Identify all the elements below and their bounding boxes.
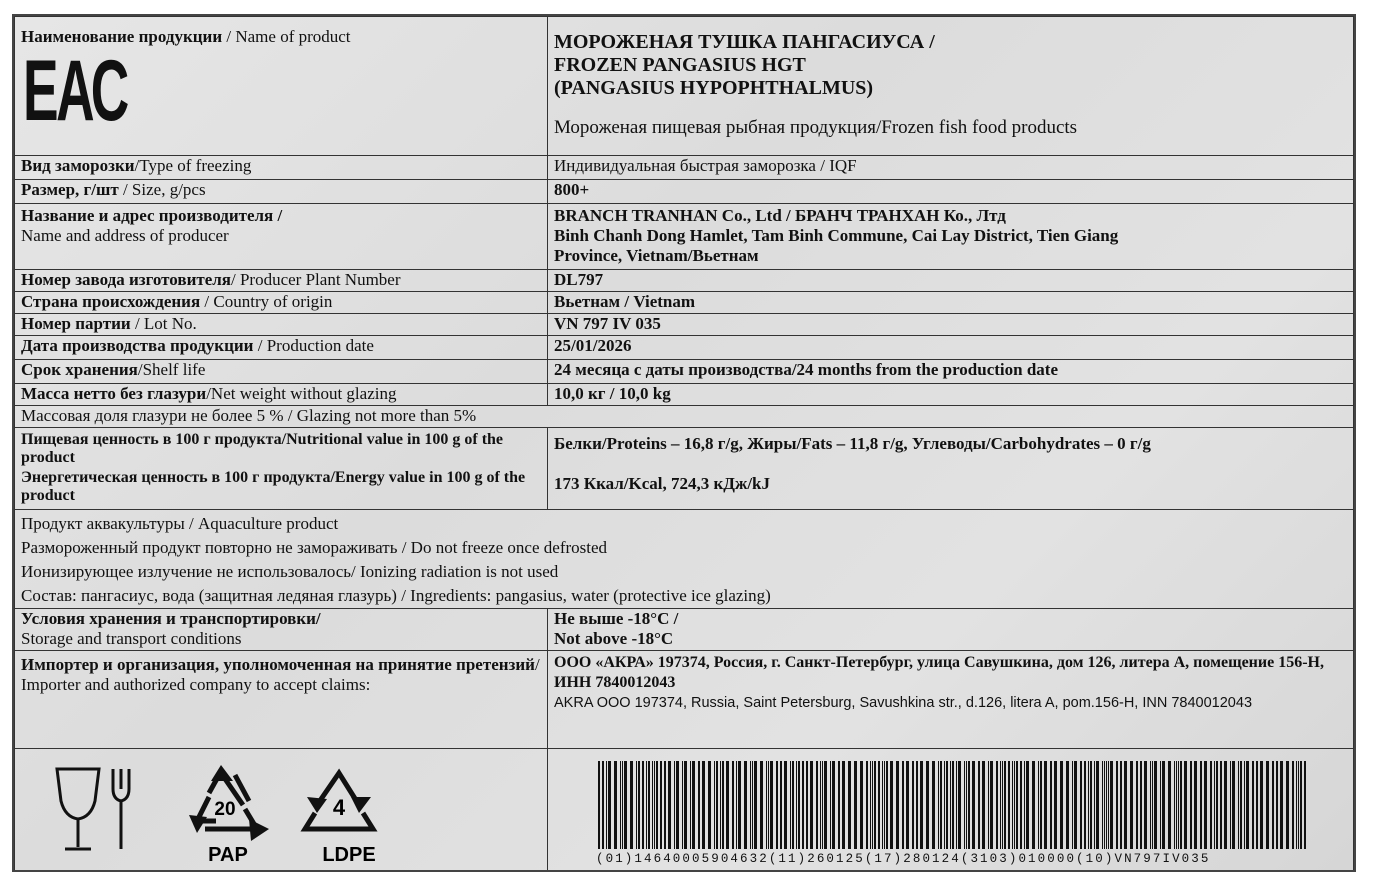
size-value: 800+ [548, 180, 1354, 204]
barcode-bar [912, 761, 914, 849]
barcode-bar [1090, 761, 1092, 849]
barcode-bar [1256, 761, 1258, 849]
barcode-bar [902, 761, 904, 849]
barcode-bar [1184, 761, 1187, 849]
packaging-symbols-cell [15, 749, 548, 873]
ingredients-note: Состав: пангасиус, вода (защитная ледяная глазурь) / Ingredients: pangasius, water (protective ice glazing) [21, 586, 771, 605]
barcode-bar [896, 761, 899, 849]
barcode-bar [1106, 761, 1107, 849]
barcode-bar [1096, 761, 1099, 849]
barcode-bar [920, 761, 923, 849]
barcode-text: (01)14640005904632(11)260125(17)280124(3103)010000(10)VN797IV035 [596, 852, 1211, 866]
storage-value: Не выше -18°С / Not above -18°C [548, 609, 1354, 651]
weight-label: Масса нетто без глазури/Net weight without glazing [15, 384, 548, 406]
energy-value: 173 Ккал/Kcal, 724,3 кДж/kJ [554, 474, 771, 493]
barcode-bar [878, 761, 880, 849]
barcode-bar [926, 761, 929, 849]
barcode-bar [1246, 761, 1249, 849]
barcode-bar [754, 761, 757, 849]
barcode-bar [636, 761, 637, 849]
barcode-bar [1144, 761, 1147, 849]
barcode-bar [692, 761, 695, 849]
barcode-bar [1140, 761, 1142, 849]
barcode-bar [1088, 761, 1089, 849]
barcode-bar [674, 761, 675, 849]
barcode-bar [978, 761, 980, 849]
barcode-bar [720, 761, 721, 849]
shelf-value: 24 месяца с даты производства/24 months from the production date [548, 360, 1354, 384]
packaging-symbols [21, 749, 421, 867]
radiation-note: Ионизирующее излучение не использовалось/ Ionizing radiation is not used [21, 562, 559, 581]
barcode-bar [1124, 761, 1127, 849]
barcode-bar [726, 761, 729, 849]
barcode-bar [738, 761, 741, 849]
producer-label: Название и адрес производителя / Name and address of producer [15, 204, 548, 270]
barcode-bar [1074, 761, 1077, 849]
barcode-bar [676, 761, 679, 849]
barcode-bar [614, 761, 617, 849]
barcode-bar [1178, 761, 1179, 849]
energy-label: Энергетическая ценность в 100 г продукта/Energy value in 100 g of the product [21, 469, 526, 504]
barcode-bar [838, 761, 840, 849]
barcode-bar [1276, 761, 1278, 849]
barcode-cell [548, 749, 1354, 873]
barcode-bar [776, 761, 778, 849]
shelf-label: Срок хранения/Shelf life [15, 360, 548, 384]
aquaculture-note: Продукт аквакультуры / Aquaculture product [21, 514, 339, 533]
product-name-label-ru: Наименование продукции [21, 27, 223, 46]
barcode-bar [1020, 761, 1022, 849]
barcode-bar [1102, 761, 1103, 849]
barcode-bar [1168, 761, 1171, 849]
barcode-bar [1292, 761, 1294, 849]
barcode-bar [1240, 761, 1242, 849]
barcode-bar [1040, 761, 1042, 849]
barcode-bars [598, 761, 1308, 849]
product-category: Мороженая пищевая рыбная продукция/Frozen fish food products [554, 117, 1078, 138]
barcode-bar [1008, 761, 1010, 849]
barcode-bar [1084, 761, 1086, 849]
barcode-bar [966, 761, 967, 849]
barcode-bar [1174, 761, 1175, 849]
barcode-bar [916, 761, 918, 849]
barcode-bar [652, 761, 653, 849]
barcode-bar [1232, 761, 1235, 849]
barcode-bar [1054, 761, 1057, 849]
freezing-value: Индивидуальная быстрая заморозка / IQF [548, 156, 1354, 180]
barcode-bar [950, 761, 951, 849]
barcode-bar [1120, 761, 1122, 849]
barcode-bar [790, 761, 791, 849]
barcode-bar [1176, 761, 1177, 849]
barcode-bar [972, 761, 975, 849]
product-name-line1: МОРОЖЕНАЯ ТУШКА ПАНГАСИУСА / [554, 31, 935, 53]
plant-label: Номер завода изготовителя/ Producer Plant Number [15, 270, 548, 292]
barcode-bar [1162, 761, 1165, 849]
product-label [12, 14, 1356, 872]
barcode-bar [938, 761, 939, 849]
producer-value: BRANCH TRANHAN Co., Ltd / БРАНЧ ТРАНХАН Ко., Лтд Binh Chanh Dong Hamlet, Tam Binh Commune, Cai Lay District, Tien Giang Province, Vietnam/Вьетнам [548, 204, 1354, 270]
barcode-bar [1080, 761, 1082, 849]
country-label: Страна происхождения / Country of origin [15, 292, 548, 314]
barcode-bar [1200, 761, 1202, 849]
barcode-bar [1266, 761, 1269, 849]
barcode-bar [1130, 761, 1133, 849]
eac-mark: ЕАС [23, 43, 127, 139]
nutrition-value-cell [548, 428, 1354, 510]
barcode-bar [1190, 761, 1192, 849]
production-value: 25/01/2026 [548, 336, 1354, 360]
barcode-bar [648, 761, 650, 849]
barcode-bar [690, 761, 691, 849]
barcode-bar [714, 761, 715, 849]
barcode-bar [1016, 761, 1018, 849]
barcode-bar [766, 761, 767, 849]
barcode-bar [698, 761, 700, 849]
barcode-bar [956, 761, 957, 849]
barcode-bar [646, 761, 647, 849]
barcode-bar [736, 761, 737, 849]
barcode-bar [848, 761, 851, 849]
barcode-bar [638, 761, 640, 849]
barcode-bar [750, 761, 751, 849]
barcode-bar [996, 761, 998, 849]
barcode-bar [1216, 761, 1218, 849]
barcode-bar [1194, 761, 1197, 849]
barcode-bar [842, 761, 845, 849]
barcode-bar [1094, 761, 1095, 849]
barcode-bar [1104, 761, 1105, 849]
no-refreeze-note: Размороженный продукт повторно не замораживать / Do not freeze once defrosted [21, 538, 608, 557]
product-name-label-en: / Name of product [222, 27, 351, 46]
barcode-bar [1244, 761, 1245, 849]
barcode-bar [874, 761, 876, 849]
barcode-bar [810, 761, 813, 849]
barcode-bar [656, 761, 658, 849]
barcode-bar [1220, 761, 1222, 849]
product-name-line3: (PANGASIUS HYPOPHTHALMUS) [554, 77, 874, 99]
barcode-bar [890, 761, 893, 849]
barcode-bar [990, 761, 993, 849]
barcode-bar [1230, 761, 1231, 849]
barcode-bar [1224, 761, 1227, 849]
barcode-bar [872, 761, 873, 849]
barcode-bar [798, 761, 800, 849]
barcode-bar [1204, 761, 1207, 849]
barcode-bar [760, 761, 763, 849]
barcode-bar [716, 761, 718, 849]
barcode-bar [770, 761, 773, 849]
barcode-bar [780, 761, 782, 849]
barcode-bar [802, 761, 804, 849]
barcode-bar [1210, 761, 1212, 849]
barcode-bar [1050, 761, 1052, 849]
barcode-bar [816, 761, 818, 849]
barcode-bar [708, 761, 711, 849]
barcode-bar [952, 761, 954, 849]
barcode-bar [768, 761, 769, 849]
barcode-bar [1298, 761, 1299, 849]
barcode-bar [606, 761, 607, 849]
barcode-bar [682, 761, 683, 849]
barcode-bar [932, 761, 935, 849]
barcode-bar [1304, 761, 1306, 849]
barcode-bar [1032, 761, 1035, 849]
barcode-bar [654, 761, 655, 849]
barcode-bar [1024, 761, 1025, 849]
barcode-bar [752, 761, 753, 849]
barcode-bar [958, 761, 961, 849]
barcode-bar [882, 761, 883, 849]
barcode-bar [860, 761, 863, 849]
barcode-bar [1002, 761, 1003, 849]
barcode-bar [1152, 761, 1153, 849]
lot-label: Номер партии / Lot No. [15, 314, 548, 336]
weight-value: 10,0 кг / 10,0 kg [548, 384, 1354, 406]
size-label: Размер, г/шт / Size, g/pcs [15, 180, 548, 204]
storage-label: Условия хранения и транспортировки/ Storage and transport conditions [15, 609, 548, 651]
barcode-bar [806, 761, 808, 849]
barcode-bar [1044, 761, 1047, 849]
production-label: Дата производства продукции / Production date [15, 336, 548, 360]
barcode-bar [1072, 761, 1073, 849]
barcode-bar [1012, 761, 1013, 849]
barcode-bar [1238, 761, 1239, 849]
barcode-bar [1280, 761, 1283, 849]
nutrition-label-cell [15, 428, 548, 510]
barcode-bar [598, 761, 600, 849]
barcode-bar [622, 761, 623, 849]
barcode-bar [1272, 761, 1274, 849]
barcode-bar [940, 761, 942, 849]
barcode-bar [1260, 761, 1263, 849]
lot-value: VN 797 IV 035 [548, 314, 1354, 336]
barcode-bar [602, 761, 604, 849]
barcode-bar [824, 761, 827, 849]
barcode-bar [660, 761, 662, 849]
barcode-bar [624, 761, 627, 849]
barcode-bar [1060, 761, 1063, 849]
barcode-bar [608, 761, 611, 849]
barcode-bar [702, 761, 705, 849]
country-value: Вьетнам / Vietnam [548, 292, 1354, 314]
barcode-bar [1004, 761, 1006, 849]
barcode-bar [1110, 761, 1113, 849]
barcode-bar [1116, 761, 1118, 849]
barcode-bar [668, 761, 671, 849]
barcode-bar [1154, 761, 1157, 849]
barcode-bar [964, 761, 965, 849]
barcode-bar [988, 761, 989, 849]
pap-label: PAP [208, 844, 248, 866]
barcode-bar [1038, 761, 1039, 849]
barcode-bar [642, 761, 644, 849]
barcode-bar [1014, 761, 1015, 849]
pap-code: 20 [214, 799, 236, 820]
freezing-label: Вид заморозки/Type of freezing [15, 156, 548, 180]
barcode-bar [1252, 761, 1254, 849]
barcode-bar [1214, 761, 1215, 849]
barcode-bar [1066, 761, 1069, 849]
barcode-bar [886, 761, 888, 849]
barcode-bar [968, 761, 970, 849]
barcode-bar [1000, 761, 1001, 849]
barcode-bar [684, 761, 687, 849]
importer-value: ООО «АКРА» 197374, Россия, г. Санкт-Петербург, улица Савушкина, дом 126, литера А, помещение 156-Н, ИНН 7840012043 AKRA OOO 197374, Russia, Saint Petersburg, Savushkina str., d.126, litera A, pom.156-H, INN 7840012043 [548, 651, 1354, 749]
barcode-bar [946, 761, 948, 849]
glass-fork-icon [57, 769, 129, 849]
barcode-bar [1286, 761, 1289, 849]
barcode-bar [906, 761, 909, 849]
barcode-bar [796, 761, 797, 849]
barcode-bar [1160, 761, 1161, 849]
barcode-bar [630, 761, 633, 849]
barcode-bar [854, 761, 857, 849]
plant-value: DL797 [548, 270, 1354, 292]
barcode-bar [830, 761, 831, 849]
product-name-label-cell [15, 17, 548, 156]
glazing-row: Массовая доля глазури не более 5 % / Glazing not more than 5% [15, 406, 1354, 428]
barcode-bar [866, 761, 868, 849]
barcode-bar [620, 761, 621, 849]
barcode-bar [1180, 761, 1182, 849]
barcode-bar [1136, 761, 1138, 849]
barcode-bar [1300, 761, 1302, 849]
barcode-bar [1026, 761, 1029, 849]
label-table [14, 16, 1354, 872]
notes-cell [15, 510, 1354, 609]
barcode-bar [944, 761, 945, 849]
barcode-bar [784, 761, 787, 849]
barcode-bar [884, 761, 885, 849]
importer-label: Импортер и организация, уполномоченная на принятие претензий/ Importer and authorized company to accept claims: [15, 651, 548, 749]
ldpe-code: 4 [332, 795, 346, 820]
barcode-bar [732, 761, 734, 849]
barcode-bar [832, 761, 835, 849]
barcode-bar [820, 761, 821, 849]
barcode-bar [1296, 761, 1297, 849]
product-name-line2: FROZEN PANGASIUS HGT [554, 54, 806, 76]
barcode-bar [722, 761, 724, 849]
ldpe-label: LDPE [322, 844, 376, 866]
barcode-bar [744, 761, 747, 849]
barcode-bar [1108, 761, 1109, 849]
barcode-bar [870, 761, 871, 849]
nutrition-label: Пищевая ценность в 100 г продукта/Nutritional value in 100 g of the product [21, 431, 504, 466]
product-name-value-cell [548, 17, 1354, 156]
barcode-bar [1150, 761, 1151, 849]
barcode-bar [664, 761, 666, 849]
barcode-bar [982, 761, 985, 849]
barcode-bar [792, 761, 794, 849]
barcode-bar [822, 761, 823, 849]
nutrition-value: Белки/Proteins – 16,8 г/g, Жиры/Fats – 11,8 г/g, Углеводы/Carbohydrates – 0 г/g [554, 434, 1151, 453]
